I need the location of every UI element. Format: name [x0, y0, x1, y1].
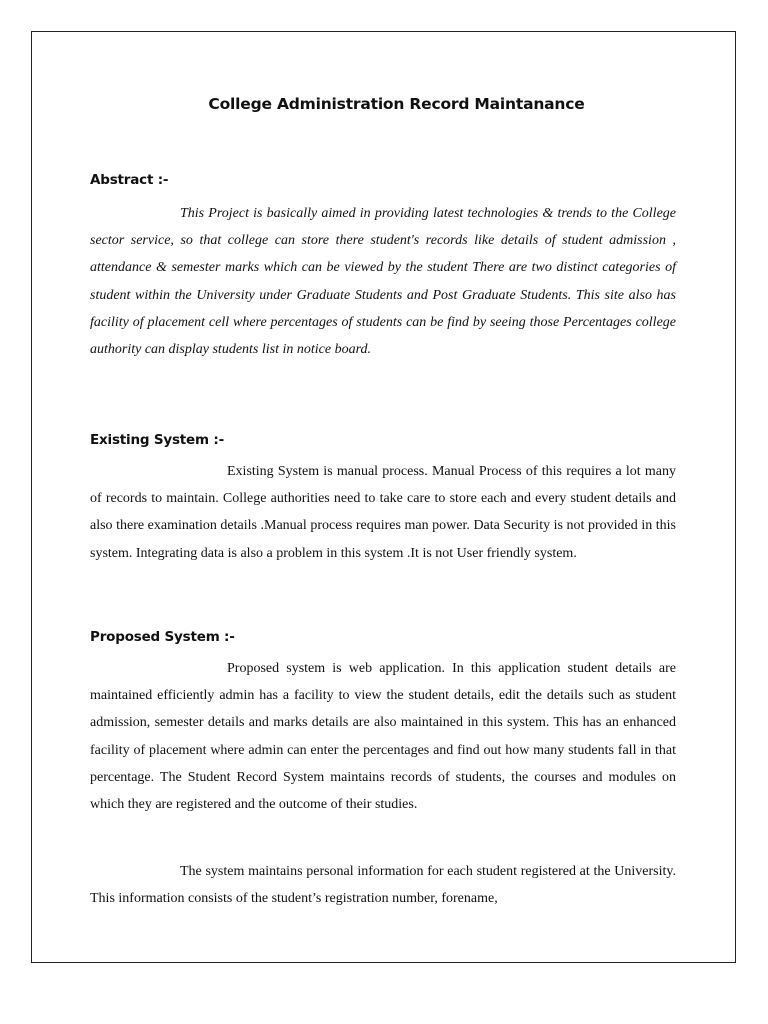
document-title: College Administration Record Maintanance — [208, 95, 585, 113]
existing-system-paragraph: Existing System is manual process. Manual Process of this requires a lot many of records to maintain. College authorities need to take care to store each and every student details and also there examination details .Manual process requires man power. Data Security is not provided in this system. Integrating data is also a problem in this system .It is not User friendly system. — [90, 464, 676, 561]
proposed-system-heading: Proposed System :- — [90, 629, 235, 645]
abstract-paragraph: This Project is basically aimed in providing latest technologies & trends to the College sector service, so that college can store there student's records like details of student admission , attendance & semester marks which can be viewed by the student There are two distinct categories of student within the University under Graduate Students and Post Graduate Students. This site also has facility of placement cell where percentages of students can be find by seeing those Percentages college authority can display students list in notice board. — [90, 206, 676, 358]
existing-system-heading: Existing System :- — [90, 432, 224, 448]
proposed-system-paragraph-2: The system maintains personal information for each student registered at the University. This information consists of the student’s registration number, forename, — [90, 864, 676, 907]
proposed-system-paragraph: Proposed system is web application. In this application student details are maintained efficiently admin has a facility to view the student details, edit the details such as student admission, semester details and marks details are also maintained in this system. This has an enhanced facility of placement where admin can enter the percentages and find out how many students fall in that percentage. The Student Record System maintains records of students, the courses and modules on which they are registered and the outcome of their studies. — [90, 661, 676, 813]
document-page — [31, 31, 736, 963]
abstract-heading: Abstract :- — [90, 172, 169, 188]
